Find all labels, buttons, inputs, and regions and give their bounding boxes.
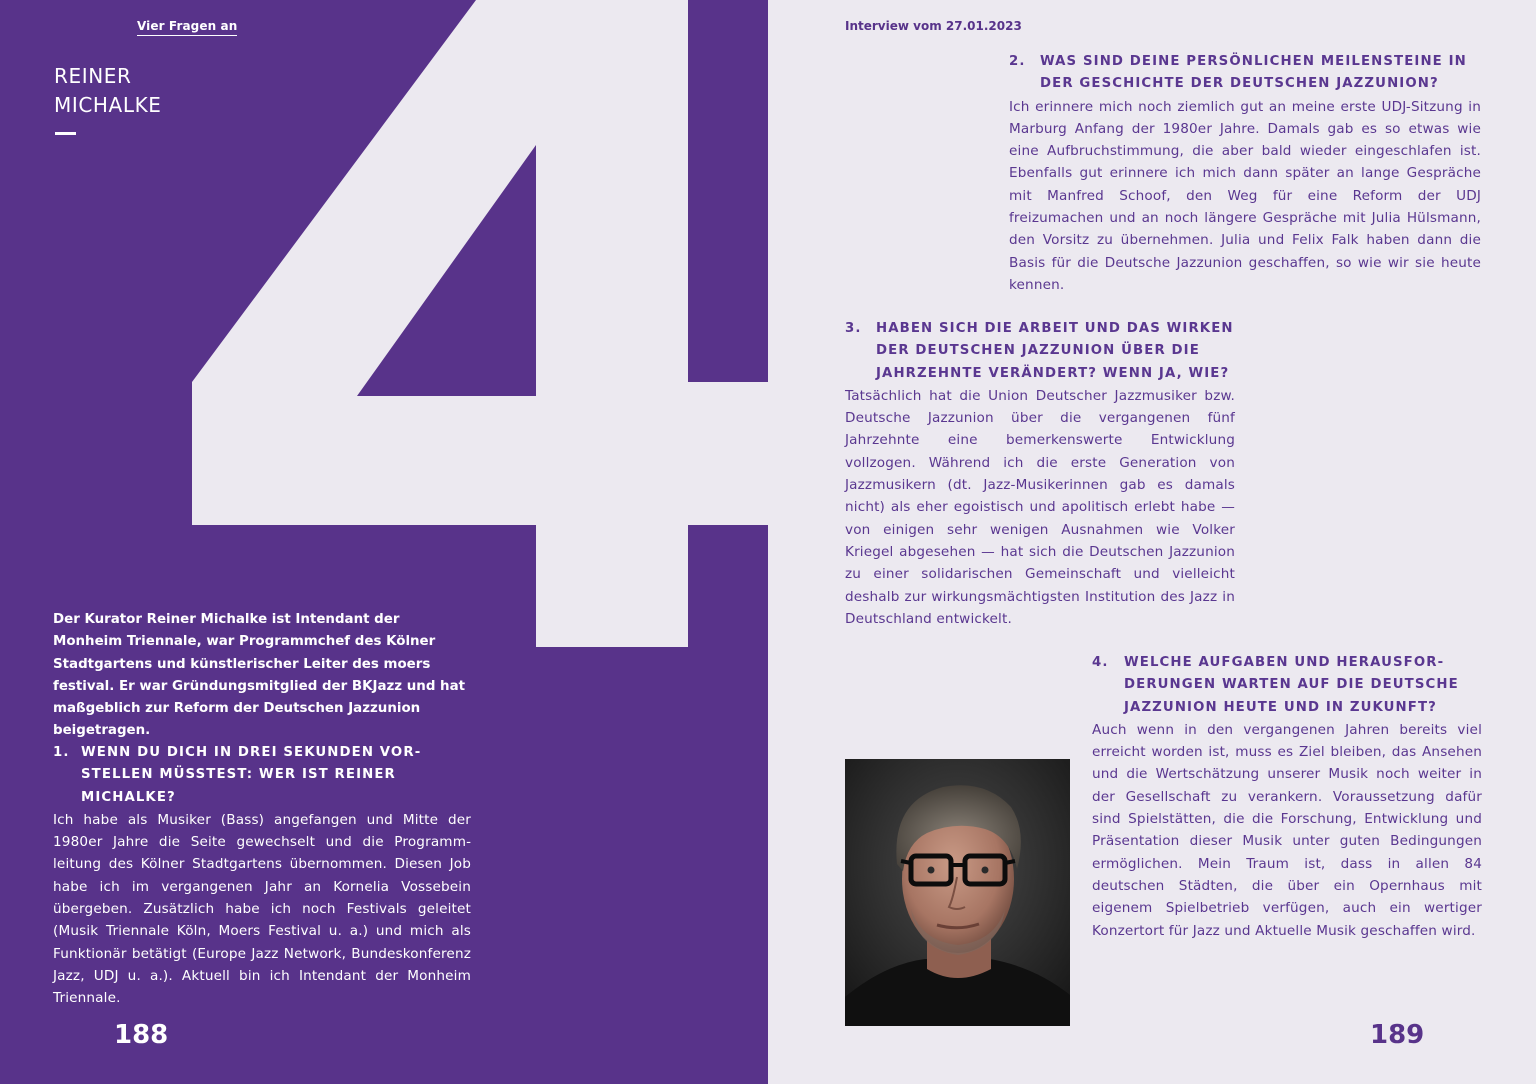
name-divider xyxy=(55,132,76,135)
question-2-heading xyxy=(1009,51,1481,96)
question-4-answer: Auch wenn in den vergangenen Jahren bereits viel erreicht worden ist, muss es Ziel bleiben, das Ansehen und die Wertschätzung unserer Musik noch weiter in der Gesellschaft zu verankern. Voraussetzung dafür sind Spielstätten, die die Forschung, Entwicklung und Präsentation dieser Musik unter guten Bedingungen ermöglichen. Mein Traum ist, dass in allen 84 deutschen Städten, die über ein Opernhaus mit eigenem Spielbetrieb verfügen, auch ein wertiger Konzertort für Jazz und Aktuelle Musik geschaffen wird. xyxy=(1092,721,1482,939)
question-2-number: 2. xyxy=(1009,54,1026,69)
question-1-heading xyxy=(53,742,471,809)
page-number-right: 189 xyxy=(1370,1020,1425,1050)
interviewee-name xyxy=(54,62,162,120)
question-2-title: WAS SIND DEINE PERSÖNLICHEN MEILENSTEINE IN DER GESCHICHTE DER DEUTSCHEN JAZZUNION? xyxy=(1040,54,1467,92)
portrait-photo xyxy=(845,759,1070,1026)
question-3-heading xyxy=(845,318,1235,385)
interview-date: Interview vom 27.01.2023 xyxy=(845,19,1022,33)
question-1-title: WENN DU DICH IN DREI SEKUNDEN VORSTELLEN MÜSSTEST: WER IST REINER MICHALKE? xyxy=(81,745,421,805)
name-line-first: REINER xyxy=(54,64,132,88)
page-number-left: 188 xyxy=(114,1020,169,1050)
question-2-answer: Ich erinnere mich noch ziemlich gut an meine erste UDJ-Sitzung in Marburg Anfang der 1980er Jahre. Damals gab es so etwas wie eine Aufbruchstimmung, die aber bald wieder eingeschlafen ist. Ebenfalls gut erinnere ich mich dann später an lange Gespräche mit Manfred Schoof, den Weg für eine Reform der UDJ freizumachen und an noch längere Gespräche mit Julia Hülsmann, den Vorsitz zu übernehmen. Julia und Felix Falk haben dann die Basis für die Deutsche Jazzunion geschaffen, so wie wir sie heute kennen. xyxy=(1009,98,1481,293)
right-page xyxy=(768,0,1536,1084)
question-4-heading xyxy=(1092,652,1482,719)
intro-paragraph: Der Kurator Reiner Michalke ist Intendant der Monheim Triennale, war Programmchef des Kölner Stadtgartens und künstlerischer Leiter des moers festival. Er war Gründungsmitglied der BKJazz und hat maßgeblich zur Reform der Deutschen Jazzunion beigetragen. xyxy=(53,612,466,739)
question-4-number: 4. xyxy=(1092,655,1109,670)
question-4 xyxy=(1092,652,1482,942)
name-line-last: MICHALKE xyxy=(54,93,162,117)
question-4-title: WELCHE AUFGABEN UND HERAUSFORDERUNGEN WARTEN AUF DIE DEUTSCHE JAZZUNION HEUTE UND IN ZUKUNFT? xyxy=(1124,655,1459,715)
question-3 xyxy=(845,318,1235,630)
question-3-answer: Tatsächlich hat die Union Deutscher Jazzmusiker bzw. Deutsche Jazzunion über die vergangenen fünf Jahrzehnte eine bemerkenswerte Entwicklung vollzogen. Während ich die erste Generation von Jazzmusikern (dt. Jazz-Musikerinnen gab es damals nicht) als eher egoistisch und apolitisch erlebt habe — von einigen sehr wenigen Ausnahmen wie Volker Kriegel abgesehen — hat sich die Deutschen Jazzunion zu einer solidarischen Gemeinschaft und vielleicht deshalb zur wirkungsmächtigsten Institution des Jazz in Deutschland entwickelt. xyxy=(845,387,1235,627)
question-2 xyxy=(1009,51,1481,296)
question-1-number: 1. xyxy=(53,745,70,760)
question-3-number: 3. xyxy=(845,321,862,336)
question-1 xyxy=(53,742,471,1010)
question-1-answer: Ich habe als Musiker (Bass) angefangen und Mitte der 1980er Jahre die Seite gewechselt und die Programmleitung des Kölner Stadtgartens übernommen. Diesen Job habe ich im vergangenen Jahr an Kornelia Vossebein übergeben. Zusätzlich habe ich noch Festivals geleitet (Musik Triennale Köln, Moers Festival u. a.) und mich als Funktionär betätigt (Europe Jazz Network, Bundeskonferenz Jazz, UDJ u. a.). Aktuell bin ich Intendant der Monheim Triennale. xyxy=(53,811,471,1007)
question-3-title: HABEN SICH DIE ARBEIT UND DAS WIRKEN DER DEUTSCHEN JAZZUNION ÜBER DIE JAHRZEHNTE VERÄNDERT? WENN JA, WIE? xyxy=(876,321,1234,381)
section-eyebrow: Vier Fragen an xyxy=(137,19,237,36)
